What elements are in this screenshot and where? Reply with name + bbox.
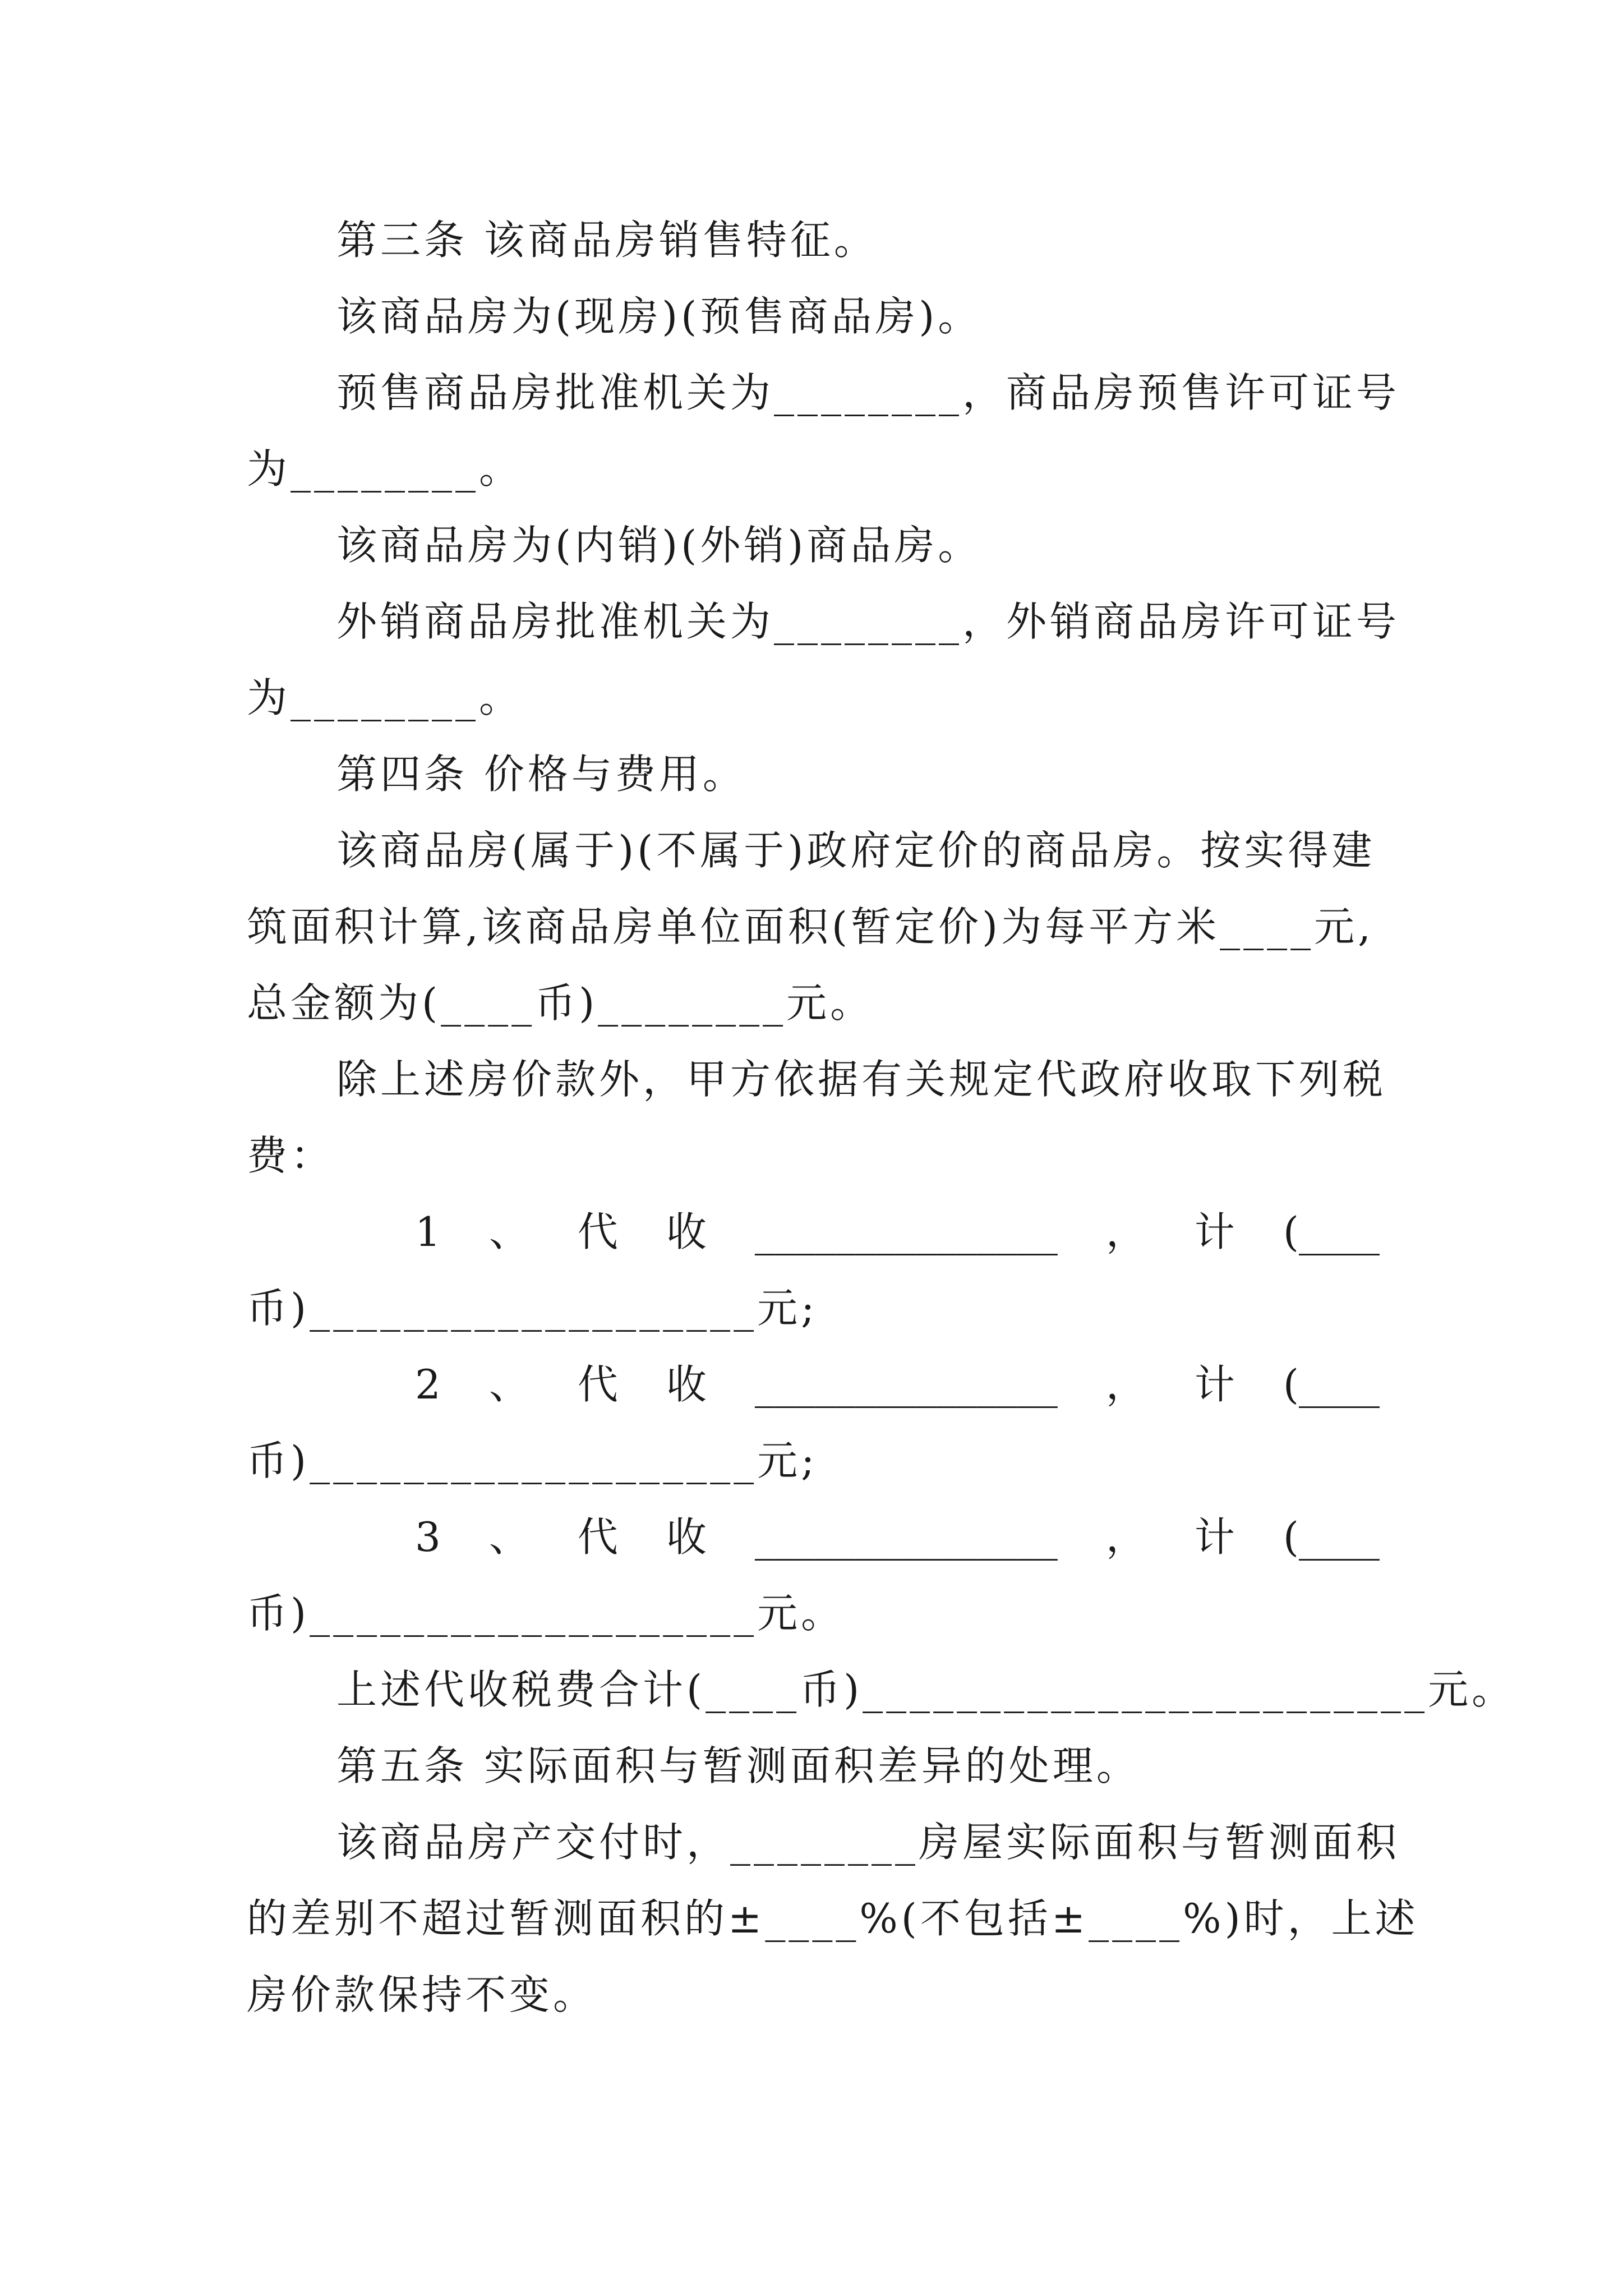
paragraph: 除上述房价款外，甲方依据有关规定代政府收取下列税 [336,1056,1387,1103]
item-paren: (____ [1283,1361,1380,1408]
tax-item-3-amount: 币)___________________元。 [247,1590,845,1637]
paragraph-continuation: 总金额为(____币)________元。 [247,979,874,1027]
item-separator: 、 [488,1361,529,1408]
paragraph: 预售商品房批准机关为________，商品房预售许可证号 [336,369,1400,416]
item-separator: 、 [488,1208,529,1255]
paragraph: 该商品房为(现房)(预售商品房)。 [336,293,982,340]
tax-total: 上述代收税费合计(____币)________________________元。 [336,1666,1516,1713]
tax-item-1-amount: 币)___________________元; [247,1285,818,1332]
paragraph: 该商品房产交付时，________房屋实际面积与暂测面积 [336,1819,1400,1866]
item-comma: ， [1105,1361,1146,1408]
tax-item-2-amount: 币)___________________元; [247,1437,818,1484]
item-blank: _______________ [754,1361,1058,1408]
paragraph: 外销商品房批准机关为________，外销商品房许可证号 [336,598,1400,645]
paragraph-continuation: 房价款保持不变。 [247,1971,597,2018]
item-number: 1 [415,1208,441,1255]
paragraph: 该商品房(属于)(不属于)政府定价的商品房。按实得建 [336,827,1376,874]
item-ji: 计 [1194,1513,1235,1561]
article-4-heading: 第四条 价格与费用。 [336,751,746,798]
item-blank: _______________ [754,1513,1058,1561]
item-word: 代 [577,1208,618,1255]
contract-text [247,202,1516,2033]
paragraph-continuation: 为________。 [247,445,523,493]
item-word: 代 [577,1361,618,1408]
item-word: 代 [577,1513,618,1561]
item-blank: _______________ [754,1208,1058,1255]
item-comma: ， [1105,1513,1146,1561]
paragraph-continuation: 筑面积计算,该商品房单位面积(暂定价)为每平方米____元, [247,903,1374,950]
item-word: 收 [666,1513,707,1561]
tax-item-3 [247,1499,1380,1575]
item-word: 收 [666,1361,707,1408]
item-word: 收 [666,1208,707,1255]
item-ji: 计 [1194,1361,1235,1408]
paragraph: 该商品房为(内销)(外销)商品房。 [336,522,982,569]
item-number: 3 [415,1513,441,1561]
item-separator: 、 [488,1513,529,1561]
paragraph-continuation: 的差别不超过暂测面积的±____%(不包括±____%)时，上述 [247,1895,1419,1942]
item-number: 2 [415,1361,441,1408]
tax-item-1 [247,1194,1380,1270]
paragraph-continuation: 为________。 [247,674,523,721]
item-ji: 计 [1194,1208,1235,1255]
article-5-heading: 第五条 实际面积与暂测面积差异的处理。 [336,1742,1140,1789]
article-3-heading: 第三条 该商品房销售特征。 [336,217,878,264]
paragraph-continuation: 费： [247,1132,335,1179]
item-paren: (____ [1283,1513,1380,1561]
tax-item-2 [247,1346,1380,1423]
item-comma: ， [1105,1208,1146,1255]
item-paren: (____ [1283,1208,1380,1255]
